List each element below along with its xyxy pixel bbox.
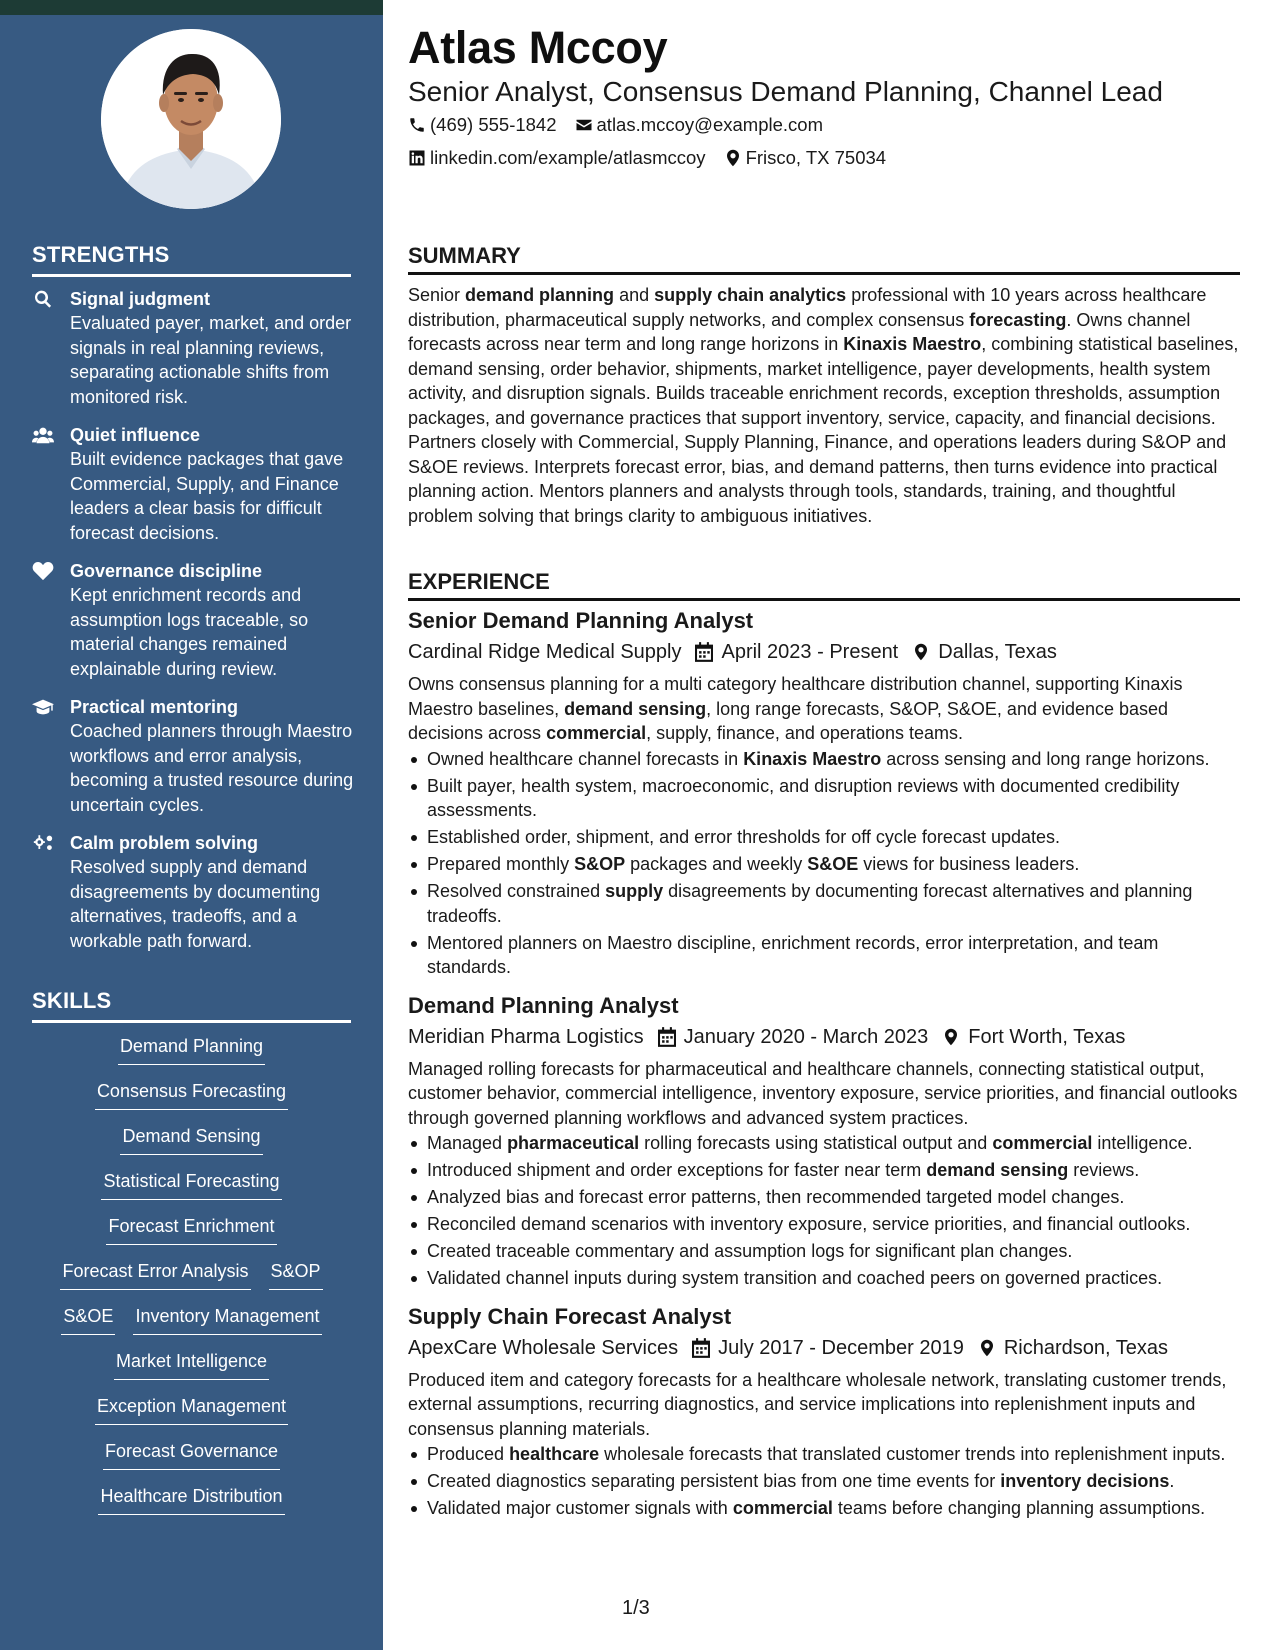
users-icon: [32, 423, 70, 545]
job-bullet: Created traceable commentary and assumption logs for significant plan changes.: [408, 1239, 1240, 1264]
skills-row: [32, 1125, 351, 1170]
skill-tag: Forecast Enrichment: [106, 1215, 276, 1245]
job-meta: [408, 1334, 1240, 1362]
job-bullet: Owned healthcare channel forecasts in Kinaxis Maestro across sensing and long range horizons.: [408, 747, 1240, 772]
job-dates: April 2023 - Present: [721, 641, 899, 663]
skill-tag: Inventory Management: [133, 1305, 321, 1335]
strength-item: [32, 423, 362, 545]
job-bullet: Validated major customer signals with commercial teams before changing planning assumptions.: [408, 1496, 1240, 1521]
skills-row: [32, 1035, 351, 1080]
linkedin-text: linkedin.com/example/atlasmccoy: [430, 147, 706, 168]
skill-tag: Market Intelligence: [114, 1350, 269, 1380]
map-pin-icon: [912, 642, 930, 662]
job-bullet: Introduced shipment and order exceptions for faster near term demand sensing reviews.: [408, 1158, 1240, 1183]
job-location: Dallas, Texas: [938, 641, 1057, 663]
candidate-name: Atlas Mccoy: [408, 22, 668, 73]
strengths-list: [32, 287, 362, 967]
skills-row: [32, 1440, 351, 1485]
job-description: Produced item and category forecasts for a healthcare wholesale network, translating customer trends, external assumptions, recurring diagnostics, and service implications into replenishment inputs and consensus planning materials.: [408, 1369, 1227, 1439]
skills-row: [32, 1215, 351, 1260]
skill-tag: Demand Sensing: [120, 1125, 262, 1155]
email-text: atlas.mccoy@example.com: [596, 114, 823, 135]
job-bullet: Mentored planners on Maestro discipline, enrichment records, error interpretation, and team standards.: [408, 931, 1240, 980]
skill-tag: Statistical Forecasting: [101, 1170, 281, 1200]
experience-heading: EXPERIENCE: [408, 568, 1240, 601]
job-title: Demand Planning Analyst: [408, 992, 679, 1018]
job-bullets: [408, 1131, 1240, 1291]
skills-heading: SKILLS: [32, 988, 351, 1023]
job-entry: [408, 992, 1240, 1291]
search-icon: [32, 287, 70, 409]
skills-list: [32, 1035, 351, 1530]
page-number: 1/3: [622, 1597, 650, 1619]
job-bullet: Reconciled demand scenarios with inventory exposure, service priorities, and financial outlooks.: [408, 1212, 1240, 1237]
skill-tag: S&OE: [61, 1305, 115, 1335]
skill-tag: S&OP: [269, 1260, 323, 1290]
strengths-heading: STRENGTHS: [32, 242, 351, 277]
location-contact: [724, 146, 887, 170]
strength-description: Evaluated payer, market, and order signals in real planning reviews, separating actionable shifts from monitored risk.: [70, 313, 352, 407]
skill-tag: Consensus Forecasting: [95, 1080, 288, 1110]
gears-icon: [32, 831, 70, 953]
phone-icon: [408, 116, 426, 134]
job-bullet: Analyzed bias and forecast error patterns, then recommended targeted model changes.: [408, 1185, 1240, 1210]
strength-description: Built evidence packages that gave Commercial, Supply, and Finance leaders a clear basis for difficult forecast decisions.: [70, 449, 344, 543]
skill-tag: Forecast Error Analysis: [60, 1260, 250, 1290]
skills-row: [32, 1485, 351, 1530]
job-meta: [408, 638, 1240, 666]
job-bullet: Created diagnostics separating persistent bias from one time events for inventory decisions.: [408, 1469, 1240, 1494]
phone-contact[interactable]: [408, 113, 557, 137]
map-pin-icon: [724, 149, 742, 167]
profile-photo: [101, 29, 281, 209]
calendar-icon: [695, 642, 713, 662]
job-company: Cardinal Ridge Medical Supply: [408, 641, 682, 663]
job-entry: [408, 607, 1240, 980]
envelope-icon: [575, 116, 593, 134]
linkedin-contact[interactable]: [408, 146, 706, 170]
strength-item: [32, 287, 362, 409]
strength-item: [32, 831, 362, 953]
job-bullets: [408, 747, 1240, 980]
experience-list: [408, 607, 1240, 1533]
job-entry: [408, 1303, 1240, 1521]
summary-heading: SUMMARY: [408, 242, 1240, 275]
skill-tag: Forecast Governance: [103, 1440, 280, 1470]
job-location: Fort Worth, Texas: [968, 1025, 1126, 1048]
job-meta: [408, 1023, 1240, 1051]
location-text: Frisco, TX 75034: [745, 147, 887, 168]
sidebar-top-bar: [0, 0, 383, 15]
job-title: Senior Demand Planning Analyst: [408, 608, 754, 633]
strength-description: Resolved supply and demand disagreements by documenting alternatives, tradeoffs, and a workable path forward.: [70, 857, 321, 951]
job-bullet: Produced healthcare wholesale forecasts that translated customer trends into replenishment inputs.: [408, 1442, 1240, 1467]
graduation-cap-icon: [32, 695, 70, 817]
linkedin-icon: [408, 149, 426, 167]
job-company: Meridian Pharma Logistics: [408, 1025, 644, 1048]
job-bullets: [408, 1442, 1240, 1521]
strength-title: Practical mentoring: [70, 697, 239, 717]
contact-row: [408, 113, 841, 137]
job-dates: January 2020 - March 2023: [683, 1025, 929, 1048]
heart-icon: [32, 559, 70, 681]
sidebar: [0, 0, 383, 1650]
skills-row: [32, 1080, 351, 1125]
job-description: Managed rolling forecasts for pharmaceutical and healthcare channels, connecting statistical output, customer behavior, commercial intelligence, inventory exposure, service priorities, and financial outlooks through governed planning workflows and advanced system practices.: [408, 1058, 1238, 1128]
job-dates: July 2017 - December 2019: [718, 1336, 964, 1359]
strength-title: Signal judgment: [70, 289, 211, 309]
job-title: Supply Chain Forecast Analyst: [408, 1303, 732, 1329]
contact-row: [408, 146, 904, 170]
phone-text: (469) 555-1842: [430, 114, 557, 135]
skills-row: [32, 1305, 351, 1350]
skills-row: [32, 1260, 351, 1305]
skill-tag: Exception Management: [95, 1395, 288, 1425]
job-company: ApexCare Wholesale Services: [408, 1336, 679, 1359]
skill-tag: Demand Planning: [118, 1035, 265, 1065]
skills-row: [32, 1350, 351, 1395]
skills-row: [32, 1395, 351, 1440]
skills-row: [32, 1170, 351, 1215]
strength-title: Governance discipline: [70, 561, 263, 581]
summary-paragraph: Senior demand planning and supply chain analytics professional with 10 years across healthcare distribution, pharmaceutical supply networks, and complex consensus forecasting. Owns channel forecasts across near term and long range horizons in Kinaxis Maestro, combining statistical baselines, demand sensing, order behavior, shipments, market intelligence, payer developments, health system activity, and disruption signals. Builds traceable enrichment records, exception thresholds, assumption packages, and governance practices that support inventory, service, capacity, and financial decisions. Partners closely with Commercial, Supply Planning, Finance, and operations leaders during S&OP and S&OE reviews. Interprets forecast error, bias, and demand patterns, then turns evidence into practical planning action. Mentors planners and analysts through tools, standards, training, and thoughtful problem solving that brings clarity to ambiguous initiatives.: [408, 285, 1239, 526]
strength-item: [32, 695, 362, 817]
profile-photo-image: [101, 29, 281, 209]
calendar-icon: [658, 1027, 676, 1047]
strength-item: [32, 559, 362, 681]
calendar-icon: [692, 1338, 710, 1358]
job-bullet: Validated channel inputs during system transition and coached peers on governed practices.: [408, 1266, 1240, 1291]
job-location: Richardson, Texas: [1003, 1336, 1168, 1359]
job-description: Owns consensus planning for a multi category healthcare distribution channel, supporting Kinaxis Maestro baselines, demand sensing, long range forecasts, S&OP, S&OE, and evidence based decisions across commercial, supply, finance, and operations teams.: [408, 674, 1183, 743]
job-bullet: Managed pharmaceutical rolling forecasts using statistical output and commercial intelligence.: [408, 1131, 1240, 1156]
job-bullet: Prepared monthly S&OP packages and weekly S&OE views for business leaders.: [408, 852, 1240, 877]
job-bullet: Established order, shipment, and error thresholds for off cycle forecast updates.: [408, 825, 1240, 850]
strength-title: Quiet influence: [70, 425, 201, 445]
strength-description: Kept enrichment records and assumption logs traceable, so material changes remained explainable during review.: [70, 585, 309, 679]
strength-description: Coached planners through Maestro workflows and error analysis, becoming a trusted resource during uncertain cycles.: [70, 721, 354, 815]
job-bullet: Resolved constrained supply disagreements by documenting forecast alternatives and planning tradeoffs.: [408, 879, 1240, 928]
skill-tag: Healthcare Distribution: [98, 1485, 284, 1515]
map-pin-icon: [942, 1027, 960, 1047]
job-bullet: Built payer, health system, macroeconomic, and disruption reviews with documented credibility assessments.: [408, 774, 1240, 823]
strength-title: Calm problem solving: [70, 833, 259, 853]
map-pin-icon: [978, 1338, 996, 1358]
email-contact[interactable]: [575, 113, 823, 137]
candidate-title: Senior Analyst, Consensus Demand Planning, Channel Lead: [408, 76, 1163, 107]
